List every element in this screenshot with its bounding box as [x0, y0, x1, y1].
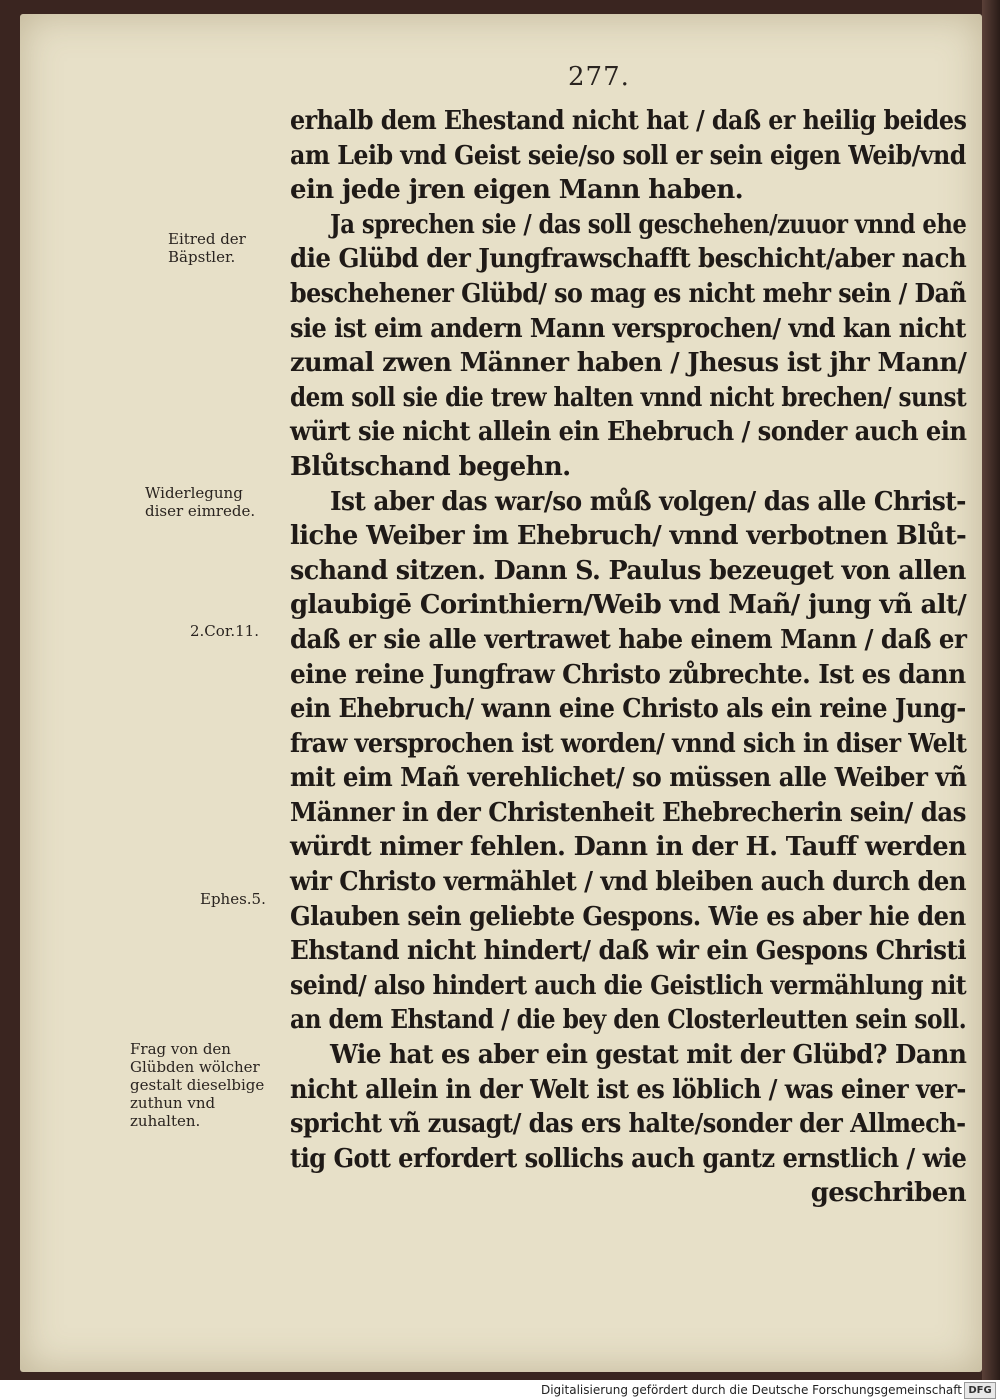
text-line: wir Christo vermählet / vnd bleiben auch durch den: [290, 867, 966, 898]
catchword: geschriben: [810, 1178, 966, 1209]
text-line: tig Gott erfordert sollichs auch gantz ernstlich / wie: [290, 1143, 967, 1174]
footer-bar: [0, 1380, 1000, 1400]
text-line: fraw versprochen ist worden/ vnnd sich in diser Welt: [290, 728, 967, 759]
text-line: würt sie nicht allein ein Ehebruch / sonder auch ein: [290, 417, 967, 448]
text-line: erhalb dem Ehestand nicht hat / daß er heilig beides: [290, 106, 967, 136]
text-line: Männer in der Christenheit Ehebrecherin sein/ das: [290, 797, 966, 828]
paragraph-start-line: Ist aber das war/so můß volgen/ das alle Christ-: [330, 486, 966, 517]
text-line: Blůtschand begehn.: [290, 451, 571, 482]
text-line: mit eim Mañ verehlichet/ so müssen alle Weiber vñ: [290, 763, 967, 794]
text-line: am Leib vnd Geist seie/so soll er sein eigen Weib/vnd: [290, 140, 966, 171]
text-line: glaubigē Corinthiern/Weib vnd Mañ/ jung vñ alt/: [290, 590, 967, 621]
dfg-logo-icon: DFG: [964, 1382, 996, 1399]
text-line: sie ist eim andern Mann versprochen/ vnd kan nicht: [290, 313, 966, 344]
text-line: eine reine Jungfraw Christo zůbrechte. Ist es dann: [290, 659, 966, 690]
margin-note-objection: Eitred der Bäpstler.: [168, 230, 246, 266]
footer-credit: Digitalisierung gefördert durch die Deutsche Forschungsgemeinschaft: [540, 1383, 962, 1397]
margin-note-reference-cor: 2.Cor.11.: [190, 622, 259, 640]
text-line: ein Ehebruch/ wann eine Christo als ein reine Jung-: [290, 694, 966, 725]
text-line: beschehener Glübd/ so mag es nicht mehr sein / Dañ: [290, 278, 967, 309]
text-line: an dem Ehstand / die bey den Closterleutten sein soll.: [290, 1005, 967, 1036]
text-line: ein jede jren eigen Mann haben.: [290, 175, 744, 206]
text-line: liche Weiber im Ehebruch/ vnnd verbotnen Blůt-: [290, 521, 967, 552]
page-number: 277.: [568, 62, 630, 92]
text-line: dem soll sie die trew halten vnnd nicht brechen/ sunst: [290, 382, 967, 413]
text-line: würdt nimer fehlen. Dann in der H. Tauff werden: [290, 832, 967, 863]
text-line: schand sitzen. Dann S. Paulus bezeuget von allen: [290, 555, 966, 586]
text-line: Glauben sein geliebte Gespons. Wie es aber hie den: [290, 901, 966, 932]
text-line: zumal zwen Männer haben / Jhesus ist jhr Mann/: [290, 348, 967, 379]
margin-note-reference-ephes: Ephes.5.: [200, 890, 266, 908]
body-text: [290, 104, 966, 1211]
margin-note-vows-question: Frag von den Glübden wölcher gestalt dieselbige zuthun vnd zuhalten.: [130, 1040, 265, 1130]
text-line: seind/ also hindert auch die Geistlich vermählung nit: [290, 970, 967, 1001]
text-line: Ehstand nicht hindert/ daß wir ein Gespons Christi: [290, 936, 966, 967]
paragraph-start-line: Ja sprechen sie / das soll geschehen/zuuor vnnd ehe: [330, 209, 967, 240]
paragraph-start-line: Wie hat es aber ein gestat mit der Glübd? Dann: [330, 1040, 967, 1071]
text-line: spricht vñ zusagt/ das ers halte/sonder der Allmech-: [290, 1109, 966, 1140]
text-line: nicht allein in der Welt ist es löblich / was einer ver-: [290, 1074, 966, 1105]
margin-note-refutation: Widerlegung diser eimrede.: [145, 484, 256, 520]
text-line: die Glübd der Jungfrawschafft beschicht/aber nach: [290, 244, 967, 275]
text-line: daß er sie alle vertrawet habe einem Mann / daß er: [290, 624, 967, 655]
